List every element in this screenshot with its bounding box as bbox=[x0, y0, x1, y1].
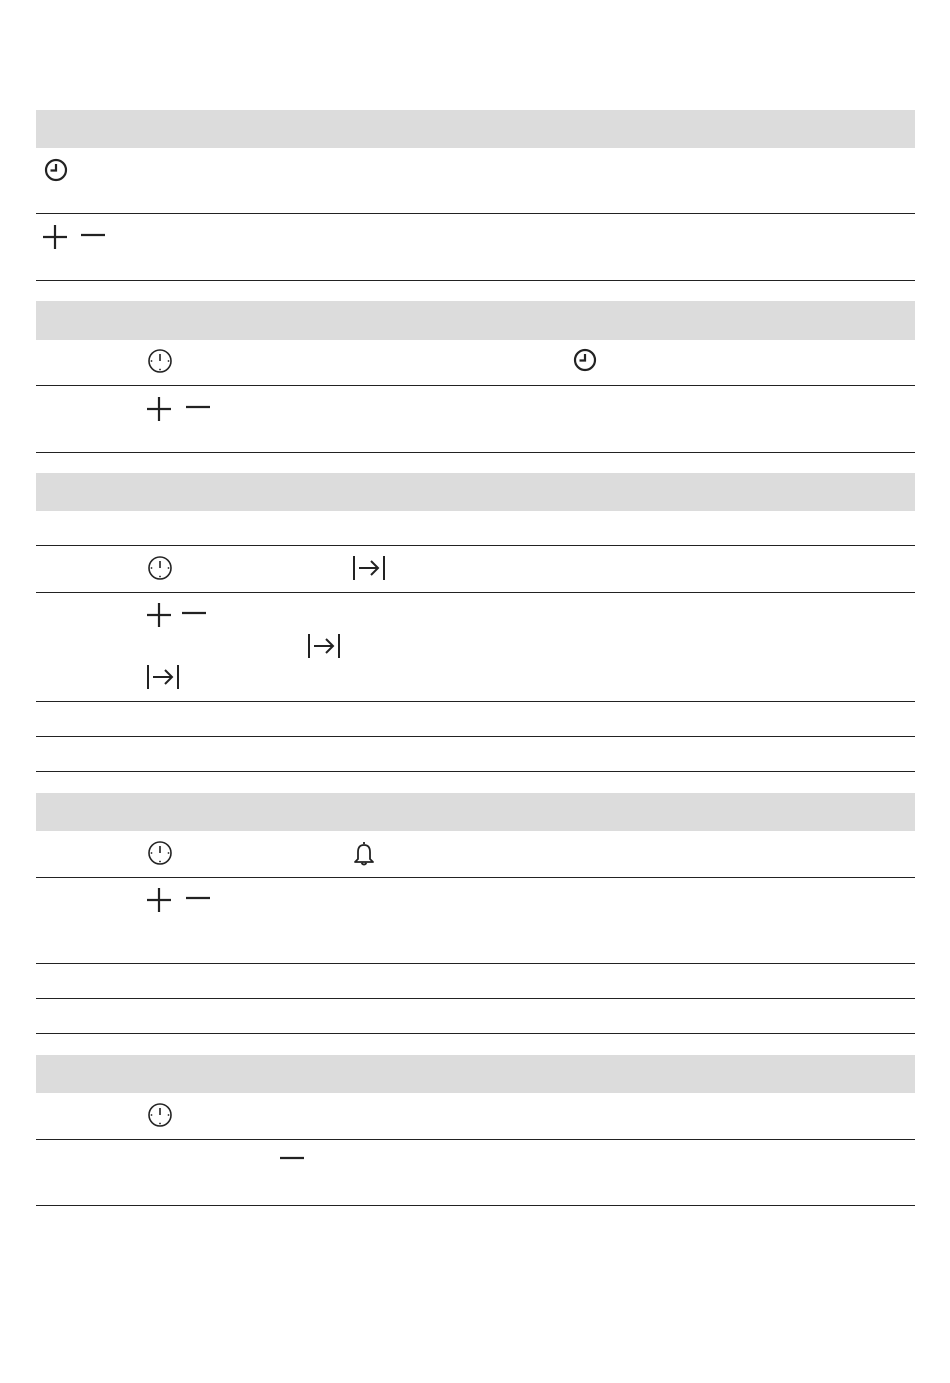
row-divider bbox=[36, 998, 915, 999]
row-divider bbox=[36, 545, 915, 546]
clock-icon bbox=[573, 348, 597, 372]
end-arrow-icon bbox=[307, 633, 341, 659]
row-divider bbox=[36, 1033, 915, 1034]
timer-icon bbox=[147, 840, 173, 866]
minus-icon bbox=[80, 224, 106, 250]
row-divider bbox=[36, 1139, 915, 1140]
timer-icon bbox=[147, 555, 173, 581]
clock-icon bbox=[44, 158, 68, 182]
end-arrow-icon bbox=[146, 664, 180, 690]
plus-icon bbox=[42, 224, 68, 250]
row-divider bbox=[36, 1205, 915, 1206]
row-divider bbox=[36, 701, 915, 702]
minus-icon bbox=[181, 602, 207, 628]
row-divider bbox=[36, 771, 915, 772]
timer-icon bbox=[147, 348, 173, 374]
plus-icon bbox=[146, 887, 172, 913]
row-divider bbox=[36, 213, 915, 214]
row-divider bbox=[36, 877, 915, 878]
section-1-header bbox=[36, 110, 915, 148]
plus-icon bbox=[146, 602, 172, 628]
row-divider bbox=[36, 452, 915, 453]
row-divider bbox=[36, 280, 915, 281]
section-5-header bbox=[36, 1055, 915, 1093]
row-divider bbox=[36, 736, 915, 737]
row-divider bbox=[36, 963, 915, 964]
plus-icon bbox=[146, 396, 172, 422]
minus-icon bbox=[185, 887, 211, 913]
minus-icon bbox=[279, 1147, 305, 1173]
end-arrow-icon bbox=[352, 555, 386, 581]
timer-icon bbox=[147, 1102, 173, 1128]
section-2-header bbox=[36, 301, 915, 340]
section-3-header bbox=[36, 473, 915, 511]
minus-icon bbox=[185, 396, 211, 422]
section-4-header bbox=[36, 793, 915, 831]
row-divider bbox=[36, 385, 915, 386]
bell-icon bbox=[352, 840, 376, 866]
row-divider bbox=[36, 592, 915, 593]
